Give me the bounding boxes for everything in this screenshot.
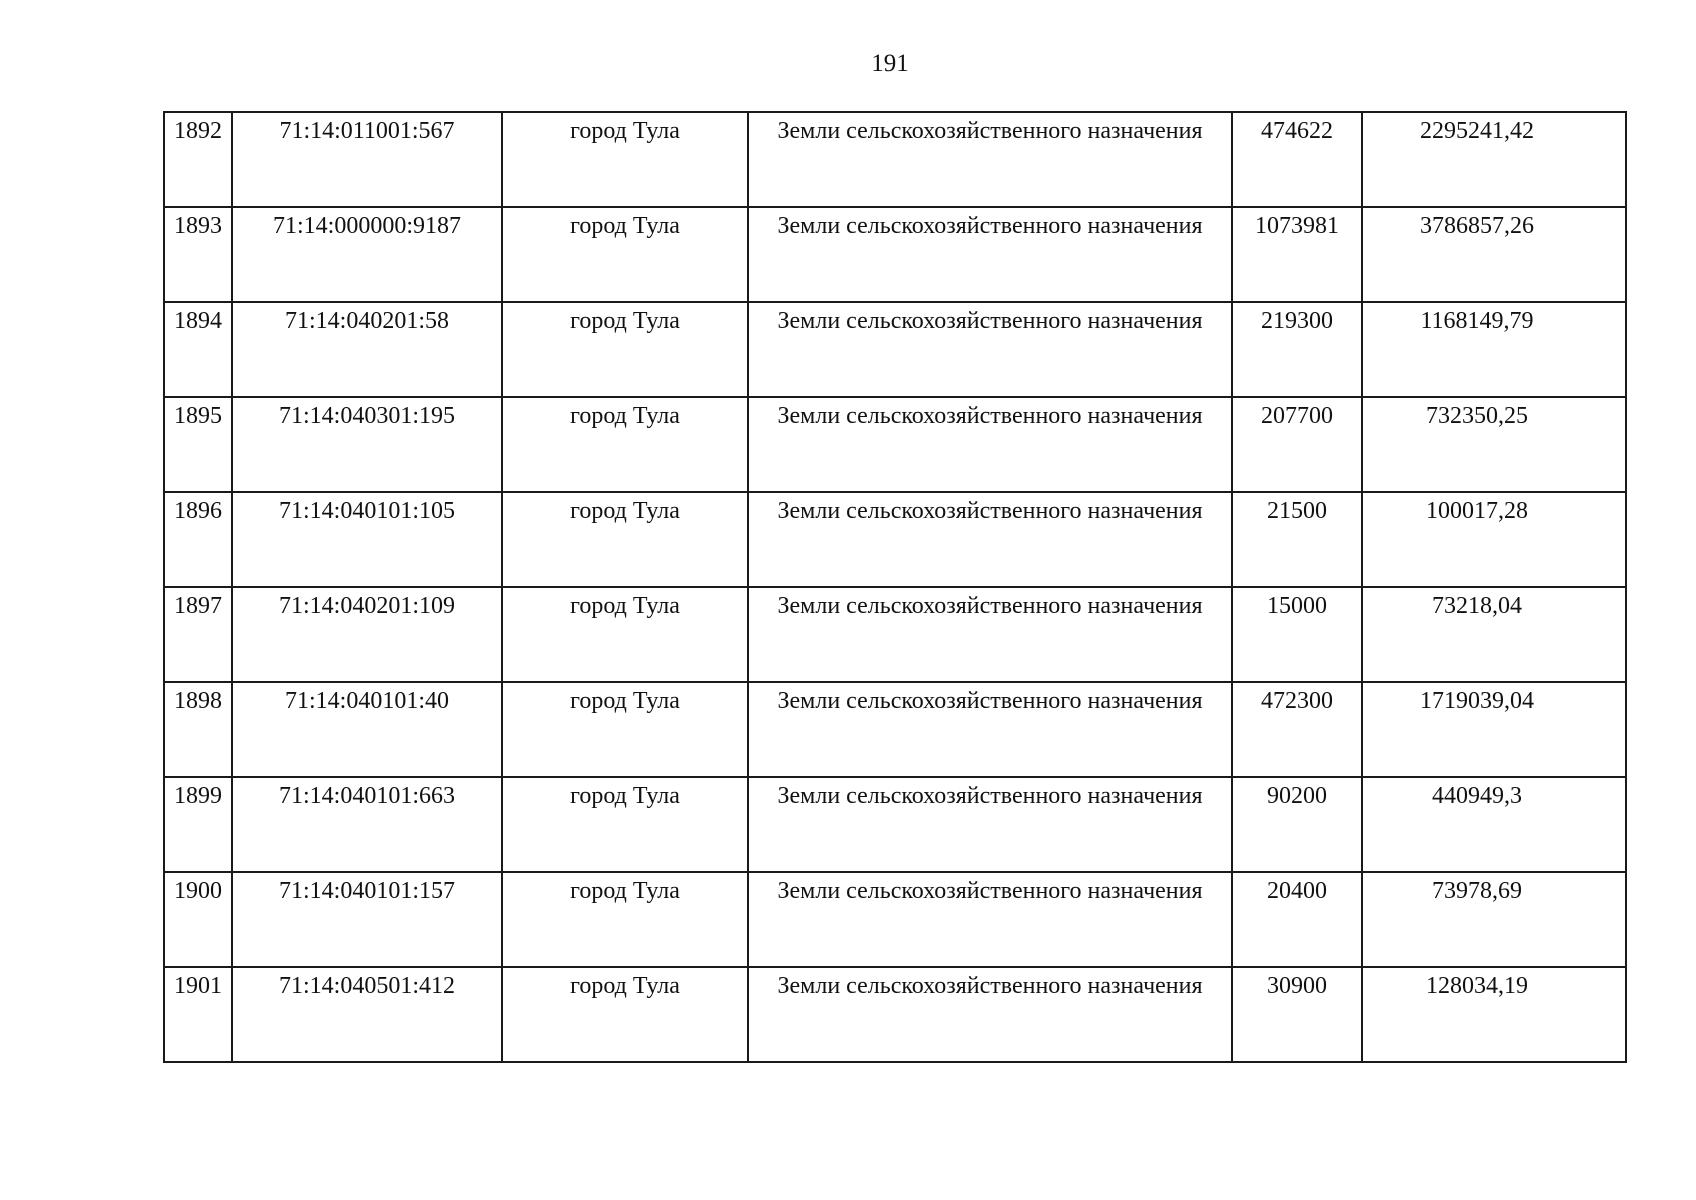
area: 1073981 xyxy=(1232,207,1362,302)
area: 90200 xyxy=(1232,777,1362,872)
table-row xyxy=(164,112,1626,207)
cadastral-number: 71:14:040201:58 xyxy=(232,302,502,397)
area: 219300 xyxy=(1232,302,1362,397)
area: 21500 xyxy=(1232,492,1362,587)
cadastral-value: 440949,3 xyxy=(1362,777,1626,872)
cadastral-value: 732350,25 xyxy=(1362,397,1626,492)
area: 472300 xyxy=(1232,682,1362,777)
location: город Тула xyxy=(502,112,748,207)
cadastral-number: 71:14:000000:9187 xyxy=(232,207,502,302)
area: 474622 xyxy=(1232,112,1362,207)
cadastral-value: 2295241,42 xyxy=(1362,112,1626,207)
table-row xyxy=(164,207,1626,302)
cadastral-value: 1168149,79 xyxy=(1362,302,1626,397)
location: город Тула xyxy=(502,872,748,967)
location: город Тула xyxy=(502,682,748,777)
row-number: 1896 xyxy=(164,492,232,587)
row-number: 1901 xyxy=(164,967,232,1062)
location: город Тула xyxy=(502,492,748,587)
land-category: Земли сельскохозяйственного назначения xyxy=(748,302,1232,397)
table-row xyxy=(164,777,1626,872)
table-row xyxy=(164,967,1626,1062)
location: город Тула xyxy=(502,587,748,682)
land-category: Земли сельскохозяйственного назначения xyxy=(748,872,1232,967)
cadastral-number: 71:14:040101:663 xyxy=(232,777,502,872)
table-row xyxy=(164,587,1626,682)
cadastral-number: 71:14:040501:412 xyxy=(232,967,502,1062)
row-number: 1897 xyxy=(164,587,232,682)
row-number: 1898 xyxy=(164,682,232,777)
land-category: Земли сельскохозяйственного назначения xyxy=(748,112,1232,207)
cadastral-value: 128034,19 xyxy=(1362,967,1626,1062)
cadastral-number: 71:14:040301:195 xyxy=(232,397,502,492)
area: 30900 xyxy=(1232,967,1362,1062)
cadastral-value: 73978,69 xyxy=(1362,872,1626,967)
location: город Тула xyxy=(502,302,748,397)
land-registry-table xyxy=(163,111,1627,1063)
cadastral-value: 1719039,04 xyxy=(1362,682,1626,777)
location: город Тула xyxy=(502,967,748,1062)
area: 207700 xyxy=(1232,397,1362,492)
table-row xyxy=(164,872,1626,967)
table-row xyxy=(164,682,1626,777)
land-category: Земли сельскохозяйственного назначения xyxy=(748,207,1232,302)
table-row xyxy=(164,397,1626,492)
land-category: Земли сельскохозяйственного назначения xyxy=(748,777,1232,872)
land-category: Земли сельскохозяйственного назначения xyxy=(748,492,1232,587)
area: 15000 xyxy=(1232,587,1362,682)
area: 20400 xyxy=(1232,872,1362,967)
cadastral-number: 71:14:040201:109 xyxy=(232,587,502,682)
row-number: 1899 xyxy=(164,777,232,872)
cadastral-number: 71:14:011001:567 xyxy=(232,112,502,207)
location: город Тула xyxy=(502,397,748,492)
land-category: Земли сельскохозяйственного назначения xyxy=(748,587,1232,682)
land-category: Земли сельскохозяйственного назначения xyxy=(748,967,1232,1062)
cadastral-value: 73218,04 xyxy=(1362,587,1626,682)
location: город Тула xyxy=(502,207,748,302)
table-row xyxy=(164,492,1626,587)
cadastral-number: 71:14:040101:105 xyxy=(232,492,502,587)
row-number: 1894 xyxy=(164,302,232,397)
cadastral-number: 71:14:040101:157 xyxy=(232,872,502,967)
page-number: 191 xyxy=(871,50,909,77)
row-number: 1900 xyxy=(164,872,232,967)
row-number: 1895 xyxy=(164,397,232,492)
land-category: Земли сельскохозяйственного назначения xyxy=(748,397,1232,492)
cadastral-value: 3786857,26 xyxy=(1362,207,1626,302)
land-category: Земли сельскохозяйственного назначения xyxy=(748,682,1232,777)
location: город Тула xyxy=(502,777,748,872)
row-number: 1892 xyxy=(164,112,232,207)
row-number: 1893 xyxy=(164,207,232,302)
cadastral-value: 100017,28 xyxy=(1362,492,1626,587)
cadastral-number: 71:14:040101:40 xyxy=(232,682,502,777)
table-row xyxy=(164,302,1626,397)
